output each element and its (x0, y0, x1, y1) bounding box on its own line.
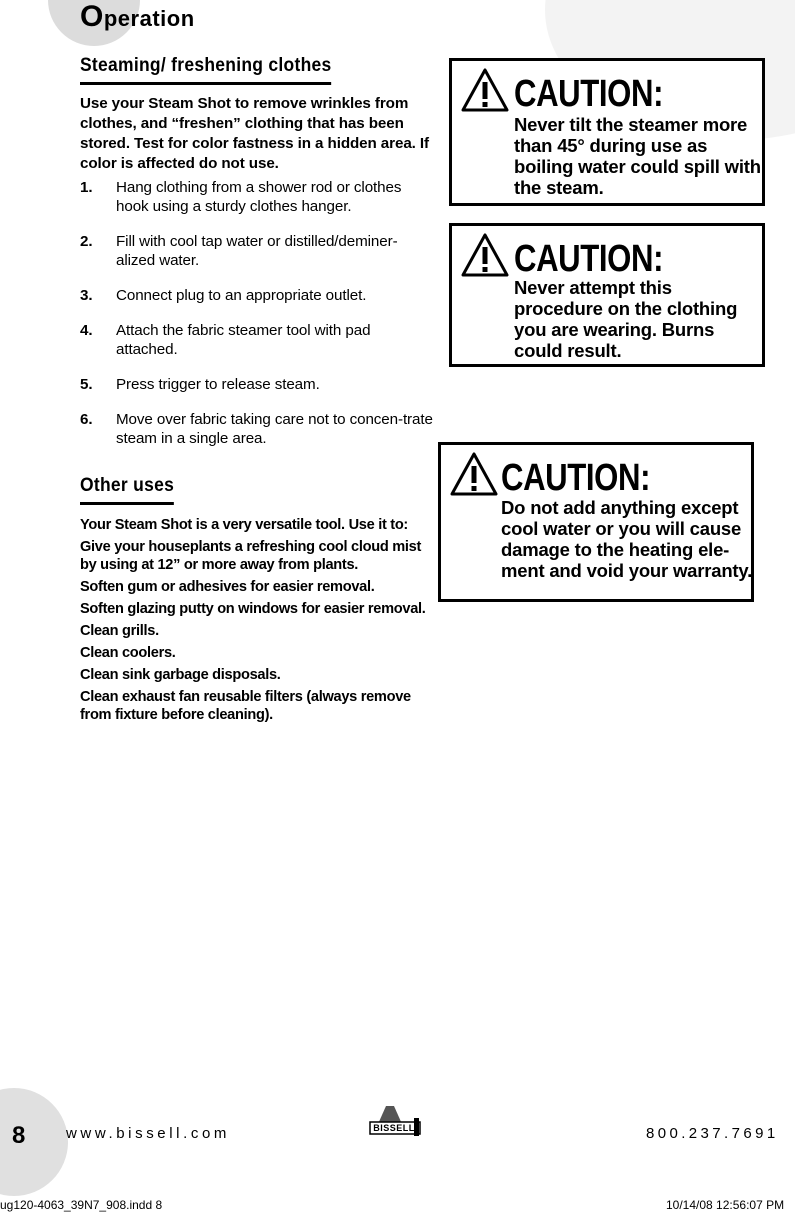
page-number-circle (0, 1088, 68, 1196)
use-item: Soften glazing putty on windows for easier removal. (80, 601, 426, 617)
logo-text: BISSELL (373, 1123, 415, 1133)
other-uses-heading: Other uses (80, 474, 174, 505)
warning-triangle-icon (460, 67, 510, 113)
step-item: 6. Move over fabric taking care not to concen-trate steam in a single area. (80, 411, 433, 447)
step-item: 4. Attach the fabric steamer tool with pad attached. (80, 322, 371, 358)
caution-box-wearing (449, 223, 765, 367)
step-item: 3. Connect plug to an appropriate outlet. (80, 287, 367, 304)
use-item: Give your houseplants a refreshing cool cloud mist by using at 12” or more away from plants. (80, 539, 422, 573)
step-item: 5. Press trigger to release steam. (80, 376, 320, 393)
warning-triangle-icon (449, 451, 499, 497)
use-item: Clean sink garbage disposals. (80, 667, 281, 683)
section-title: Operation (80, 0, 195, 33)
phone-number: 800.237.7691 (646, 1125, 779, 1142)
bissell-logo (368, 1104, 424, 1140)
use-item: Soften gum or adhesives for easier removal. (80, 579, 375, 595)
caution-box-tilt (449, 58, 765, 206)
other-uses-heading-wrap (80, 474, 182, 505)
caution-title: CAUTION: (501, 457, 651, 499)
print-slug-date: 10/14/08 12:56:07 PM (666, 1198, 785, 1212)
steaming-intro: Use your Steam Shot to remove wrinkles from clothes, and “freshen” clothing that has been stored. Test for color fastness in a hidden area. If color is affected do not use. (80, 95, 429, 172)
website-link[interactable]: www.bissell.com (66, 1125, 231, 1142)
warning-triangle-icon (460, 232, 510, 278)
caution-message: Never attempt this procedure on the clothing you are wearing. Burns could result. (514, 277, 738, 361)
print-slug-file: ug120-4063_39N7_908.indd 8 (0, 1198, 163, 1212)
steaming-heading-wrap (80, 54, 353, 85)
use-item: Clean exhaust fan reusable filters (always remove from fixture before cleaning). (80, 689, 411, 723)
use-item: Clean coolers. (80, 645, 176, 661)
use-item: Clean grills. (80, 623, 159, 639)
steps-list (80, 178, 435, 464)
caution-message: Do not add anything except cool water or you will cause damage to the heating ele-ment and void your warranty. (501, 497, 753, 581)
caution-title: CAUTION: (514, 73, 664, 115)
page-number: 8 (12, 1122, 26, 1149)
step-item: 2. Fill with cool tap water or distilled/deminer-alized water. (80, 233, 398, 269)
step-item: 1. Hang clothing from a shower rod or clothes hook using a sturdy clothes hanger. (80, 179, 402, 215)
caution-box-water (438, 442, 754, 602)
other-uses-list (80, 516, 440, 728)
caution-title: CAUTION: (514, 238, 664, 280)
use-item: Your Steam Shot is a very versatile tool. Use it to: (80, 517, 408, 533)
caution-message: Never tilt the steamer more than 45° during use as boiling water could spill with the steam. (514, 114, 761, 198)
steaming-heading: Steaming/ freshening clothes (80, 54, 332, 85)
